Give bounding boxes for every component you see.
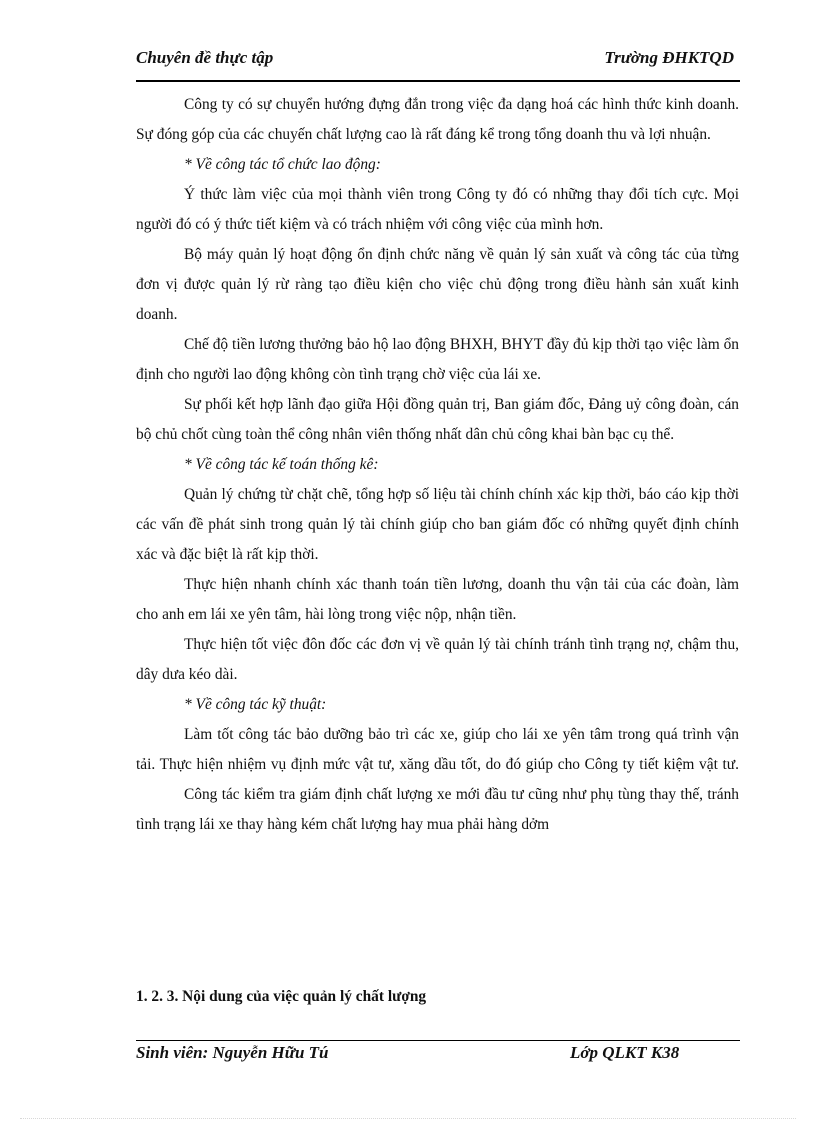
header-title-right: Trường ĐHKTQD <box>604 48 734 67</box>
header-divider <box>136 80 740 82</box>
section-heading: 1. 2. 3. Nội dung của việc quản lý chất lượng <box>136 988 427 1005</box>
paragraph: Công ty có sự chuyển hướng đựng đắn trong việc đa dạng hoá các hình thức kinh doanh. Sự đóng góp của các chuyến chất lượng cao là rất đáng kể trong tổng doanh thu và lợi nhuận. <box>136 96 739 143</box>
paragraph: Công tác kiểm tra giám định chất lượng xe mới đầu tư cũng như phụ tùng thay thế, tránh tình trạng lái xe thay hàng kém chất lượng hay mua phải hàng dởm <box>136 786 739 833</box>
paragraph: Ý thức làm việc của mọi thành viên trong Công ty đó có những thay đổi tích cực. Mọi người đó có ý thức tiết kiệm và có trách nhiệm với công việc của mình hơn. <box>136 186 739 233</box>
paragraph: Làm tốt công tác bảo dưỡng bảo trì các xe, giúp cho lái xe yên tâm trong quá trình vận tải. Thực hiện nhiệm vụ định mức vật tư, xăng dầu tốt, do đó giúp cho Công ty tiết kiệm vật tư. <box>136 726 739 773</box>
page-header <box>136 48 740 74</box>
page-bottom-edge <box>20 1118 796 1119</box>
document-body <box>136 90 739 840</box>
paragraph: Sự phối kết hợp lãnh đạo giữa Hội đồng quản trị, Ban giám đốc, Đảng uỷ công đoàn, cán bộ chủ chốt cùng toàn thể công nhân viên thống nhất dân chủ công khai bàn bạc cụ thể. <box>136 396 739 443</box>
footer-student: Sinh viên: Nguyễn Hữu Tú <box>136 1043 329 1062</box>
footer-class: Lớp QLKT K38 <box>570 1043 680 1062</box>
paragraph: Chế độ tiền lương thưởng bảo hộ lao động BHXH, BHYT đầy đủ kịp thời tạo việc làm ổn định cho người lao động không còn tình trạng chờ việc của lái xe. <box>136 336 739 383</box>
paragraph: Thực hiện nhanh chính xác thanh toán tiền lương, doanh thu vận tải của các đoàn, làm cho anh em lái xe yên tâm, hài lòng trong việc nộp, nhận tiền. <box>136 576 739 623</box>
paragraph: Quản lý chứng từ chặt chẽ, tổng hợp số liệu tài chính chính xác kịp thời, báo cáo kịp thời các vấn đề phát sinh trong quản lý tài chính giúp cho ban giám đốc có những quyết định chính xác và đặc biệt là rất kịp thời. <box>136 486 739 563</box>
footer-divider <box>136 1040 740 1041</box>
paragraph: Thực hiện tốt việc đôn đốc các đơn vị về quản lý tài chính tránh tình trạng nợ, chậm thu, dây dưa kéo dài. <box>136 636 739 683</box>
page-footer <box>136 1043 740 1067</box>
subheading-labor: * Về công tác tổ chức lao động: <box>184 156 381 173</box>
header-title-left: Chuyên đề thực tập <box>136 48 274 67</box>
subheading-accounting: * Về công tác kế toán thống kê: <box>184 456 379 473</box>
subheading-technical: * Về công tác kỹ thuật: <box>184 696 327 713</box>
paragraph: Bộ máy quản lý hoạt động ổn định chức năng về quản lý sản xuất và công tác của từng đơn vị được quản lý rừ ràng tạo điều kiện cho việc chủ động trong điều hành sản xuất kinh doanh. <box>136 246 739 323</box>
